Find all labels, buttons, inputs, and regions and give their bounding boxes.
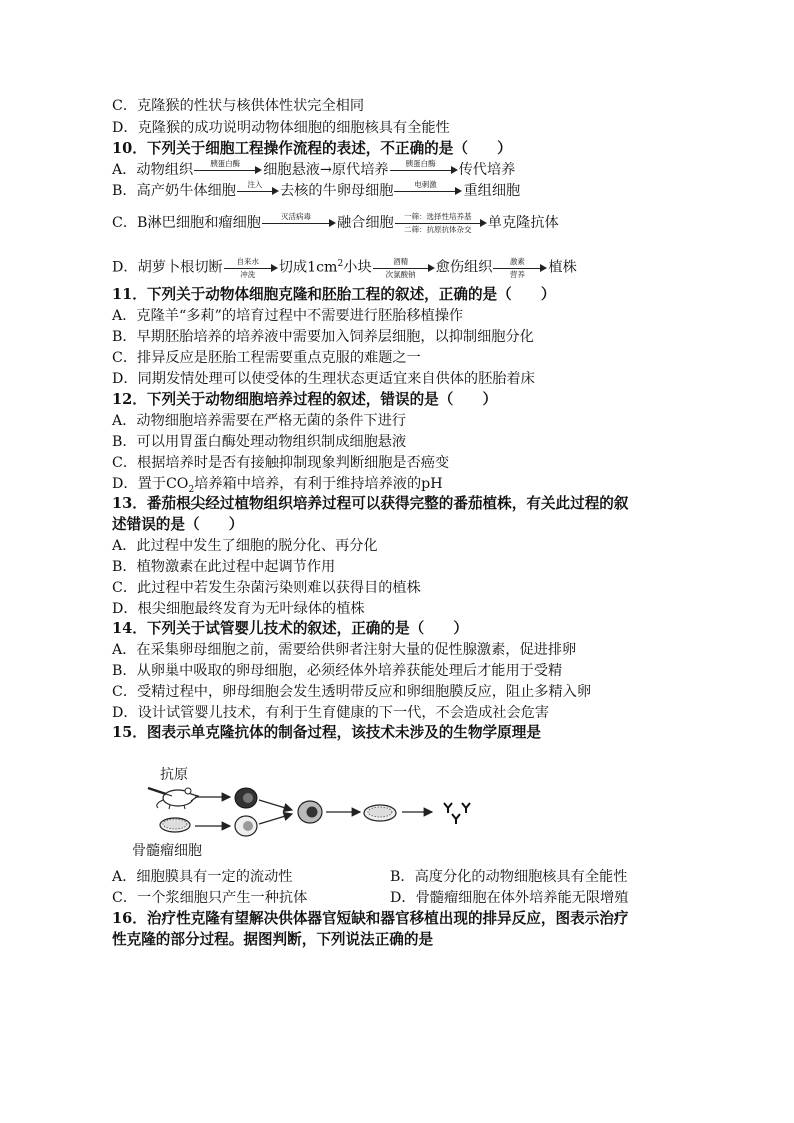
q14-option-c: C．受精过程中，卵母细胞会发生透明带反应和卵细胞膜反应，阻止多精入卵: [112, 684, 592, 700]
q12-option-c: C．根据培养时是否有接触抑制现象判断细胞是否癌变: [112, 455, 450, 471]
q13-option-c: C．此过程中若发生杂菌污染则难以获得目的植株: [112, 580, 421, 596]
q9-option-c: C．克隆猴的性状与核供体性状完全相同: [112, 98, 365, 114]
q15-option-b: B．高度分化的动物细胞核具有全能性: [390, 869, 628, 885]
q10-option-d: D．胡萝卜根切断 自来水 冲洗 切成$1cm^2$小块 酒精 次氯酸钠 愈伤组织 激素 营养 植株: [112, 256, 577, 279]
arrow-trypsin-1: 胰蛋白酶: [194, 161, 262, 179]
q15-option-c: C．一个浆细胞只产生一种抗体: [112, 890, 308, 906]
question-16-line2: 性克隆的部分过程。据图判断，下列说法正确的是: [112, 931, 434, 948]
arrow-alcohol: 酒精 次氯酸钠: [373, 259, 435, 277]
arrow-inject: 注入: [237, 182, 279, 200]
q12-option-b: B．可以用胃蛋白酶处理动物组织制成细胞悬液: [112, 434, 407, 450]
b-cell-icon: [235, 788, 257, 808]
myeloma-label: 骨髓瘤细胞: [132, 843, 202, 859]
q11-option-a: A．克隆羊“多莉”的培育过程中不需要进行胚胎移植操作: [112, 308, 464, 324]
myeloma-cell-icon: [235, 816, 257, 836]
figure-drawing: [140, 760, 480, 850]
q15-option-a: A．细胞膜具有一定的流动性: [112, 869, 293, 885]
q11-option-d: D．同期发情处理可以使受体的生理状态更适宜来自供体的胚胎着床: [112, 371, 535, 387]
q12-option-a: A．动物细胞培养需要在严格无菌的条件下进行: [112, 413, 406, 429]
question-14: 14．下列关于试管婴儿技术的叙述，正确的是（ ）: [112, 620, 468, 637]
q15-option-d: D．骨髓瘤细胞在体外培养能无限增殖: [390, 890, 629, 906]
arrow-virus: 灭活病毒: [262, 214, 336, 232]
question-15: 15．图表示单克隆抗体的制备过程，该技术未涉及的生物学原理是: [112, 724, 541, 741]
q10-option-c: C．B淋巴细胞和瘤细胞 灭活病毒 融合细胞 一筛：选择性培养基 二筛：抗原抗体杂交 单克隆抗体: [112, 212, 559, 234]
q13-option-b: B．植物激素在此过程中起调节作用: [112, 559, 336, 575]
mouse-icon: [157, 788, 198, 809]
arrow-myeloma-to-hybrid: [259, 814, 292, 824]
arrow-tap-water: 自来水 冲洗: [224, 259, 278, 277]
question-16-line1: 16．治疗性克隆有望解决供体器官短缺和器官移植出现的排异反应，图表示治疗: [112, 910, 629, 927]
q10-option-b: B．高产奶牛体细胞 注入 去核的牛卵母细胞 电刺激 重组细胞: [112, 180, 521, 199]
q12-option-d: D．置于$CO_2$培养箱中培养，有利于维持培养液的pH: [112, 476, 443, 495]
q11-option-c: C．排异反应是胚胎工程需要重点克服的难题之一: [112, 350, 421, 366]
question-13-line1: 13．番茄根尖经过植物组织培养过程可以获得完整的番茄植株，有关此过程的叙: [112, 495, 629, 512]
q9-option-d: D．克隆猴的成功说明动物体细胞的细胞核具有全能性: [112, 120, 450, 136]
q14-option-d: D．设计试管婴儿技术，有利于生育健康的下一代，不会造成社会危害: [112, 705, 550, 721]
q13-option-d: D．根尖细胞最终发育为无叶绿体的植株: [112, 601, 365, 617]
monoclonal-antibody-figure: [132, 760, 480, 860]
antigen-label: 抗原: [160, 767, 188, 783]
q13-option-a: A．此过程中发生了细胞的脱分化、再分化: [112, 538, 378, 554]
q10-option-a: A．动物组织 胰蛋白酶 细胞悬液→原代培养 胰蛋白酶 传代培养: [112, 159, 516, 178]
hybridoma-cell-icon: [298, 801, 322, 823]
petri-dish-icon: [160, 818, 190, 832]
arrow-trypsin-2: 胰蛋白酶: [390, 161, 458, 179]
q11-option-b: B．早期胚胎培养的培养液中需要加入饲养层细胞，以抑制细胞分化: [112, 329, 534, 345]
q14-option-b: B．从卵巢中吸取的卵母细胞，必须经体外培养获能处理后才能用于受精: [112, 663, 563, 679]
question-12: 12．下列关于动物细胞培养过程的叙述，错误的是（ ）: [112, 391, 498, 408]
arrow-bcell-to-hybrid: [259, 800, 292, 810]
culture-dish-icon: [364, 805, 396, 821]
arrow-screening: 一筛：选择性培养基 二筛：抗原抗体杂交: [395, 214, 487, 232]
question-13-line2: 述错误的是（ ）: [112, 516, 244, 533]
q14-option-a: A．在采集卵母细胞之前，需要给供卵者注射大量的促性腺激素，促进排卵: [112, 642, 577, 658]
arrow-electric: 电刺激: [394, 182, 462, 200]
antibody-icon: [444, 803, 470, 824]
question-10: 10．下列关于细胞工程操作流程的表述，不正确的是（ ）: [112, 140, 512, 157]
arrow-hormone: 激素 营养: [493, 259, 547, 277]
question-11: 11．下列关于动物体细胞克隆和胚胎工程的叙述，正确的是（ ）: [112, 286, 556, 303]
